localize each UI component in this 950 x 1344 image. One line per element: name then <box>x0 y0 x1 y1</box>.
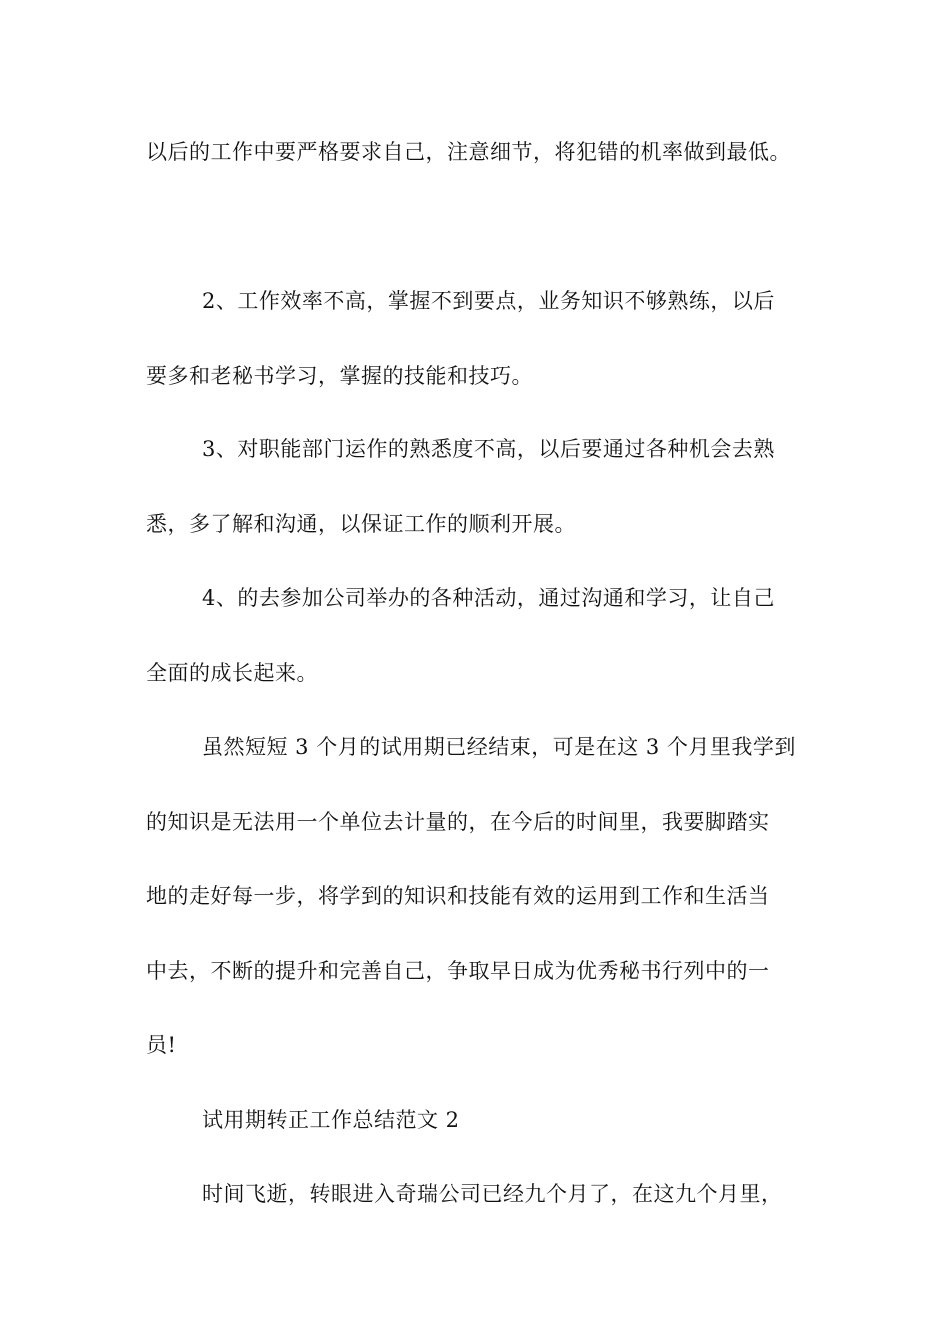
paragraph-line: 全面的成长起来。 <box>146 661 318 685</box>
paragraph-line: 悉，多了解和沟通，以保证工作的顺利开展。 <box>146 512 576 536</box>
paragraph-line: 2、工作效率不高，掌握不到要点，业务知识不够熟练，以后 <box>202 289 775 313</box>
paragraph-line: 3、对职能部门运作的熟悉度不高，以后要通过各种机会去熟 <box>202 437 775 461</box>
paragraph-line: 员! <box>146 1033 177 1057</box>
section-heading: 试用期转正工作总结范文 2 <box>202 1108 460 1132</box>
paragraph-line: 虽然短短 3 个月的试用期已经结束，可是在这 3 个月里我学到 <box>202 735 796 759</box>
paragraph-line: 地的走好每一步，将学到的知识和技能有效的运用到工作和生活当 <box>146 884 770 908</box>
paragraph-line: 中去，不断的提升和完善自己，争取早日成为优秀秘书行列中的一 <box>146 959 770 983</box>
paragraph-line: 4、的去参加公司举办的各种活动，通过沟通和学习，让自己 <box>202 586 775 610</box>
paragraph-line: 时间飞逝，转眼进入奇瑞公司已经九个月了，在这九个月里， <box>202 1182 783 1206</box>
paragraph-line: 的知识是无法用一个单位去计量的，在今后的时间里，我要脚踏实 <box>146 810 770 834</box>
paragraph-line: 要多和老秘书学习，掌握的技能和技巧。 <box>146 364 533 388</box>
paragraph-line: 以后的工作中要严格要求自己，注意细节，将犯错的机率做到最低。 <box>146 140 791 164</box>
